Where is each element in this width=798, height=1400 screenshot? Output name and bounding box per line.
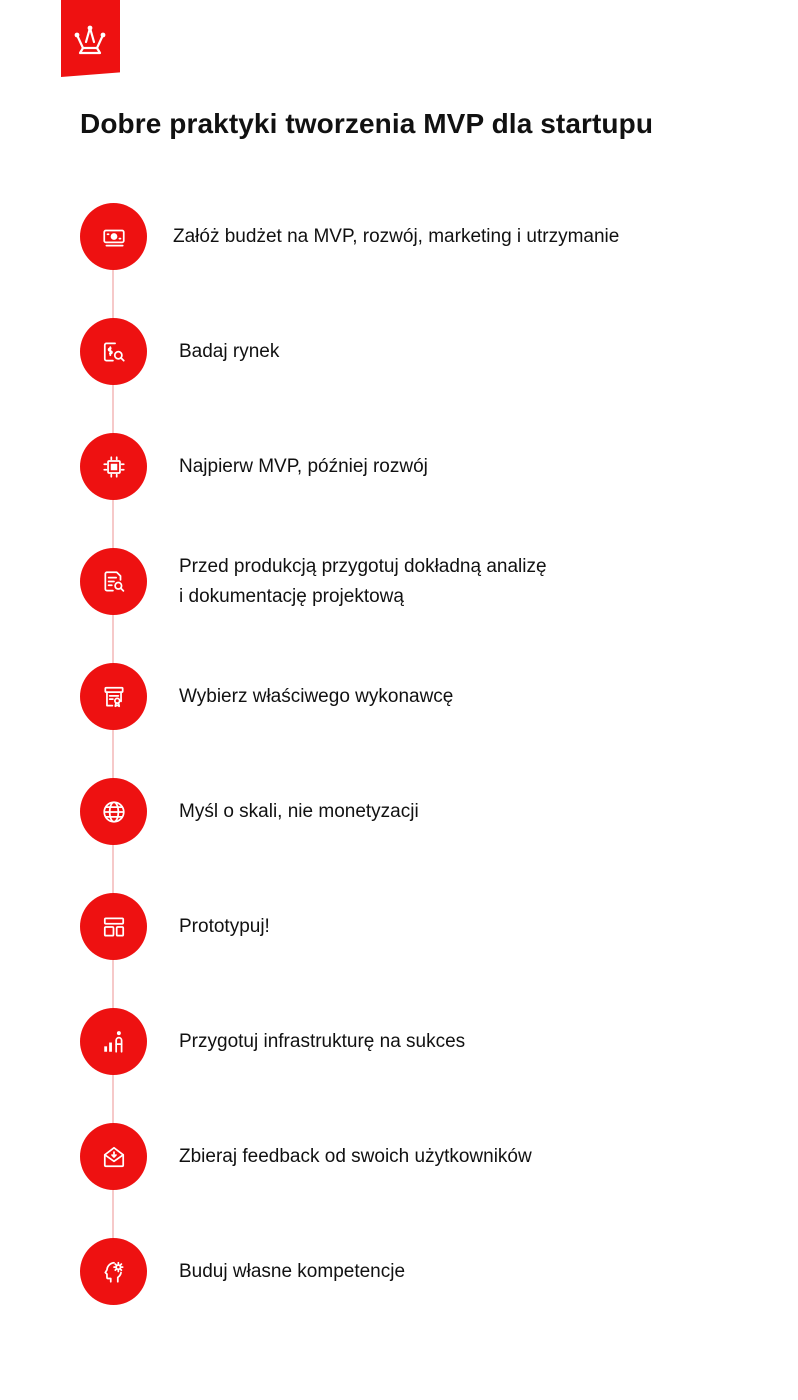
timeline-line [112, 236, 114, 1271]
step-item-market [80, 318, 760, 385]
step-icon-circle [80, 1008, 147, 1075]
certificate-icon [101, 684, 127, 710]
step-item-analysis [80, 548, 760, 615]
step-icon-circle [80, 663, 147, 730]
brain-gear-icon [101, 1259, 127, 1285]
step-item-contractor [80, 663, 760, 730]
globe-icon [101, 799, 127, 825]
mail-feedback-icon [101, 1144, 127, 1170]
step-text: Prototypuj! [179, 915, 270, 937]
step-icon-circle [80, 203, 147, 270]
step-text: Buduj własne kompetencje [179, 1260, 406, 1282]
step-item-feedback [80, 1123, 760, 1190]
step-icon-circle [80, 318, 147, 385]
money-bill-icon [101, 224, 127, 250]
step-text: Najpierw MVP, później rozwój [179, 455, 428, 477]
step-icon-circle [80, 433, 147, 500]
document-search-icon [101, 569, 127, 595]
step-icon-circle [80, 548, 147, 615]
step-text: Przygotuj infrastrukturę na sukces [179, 1030, 466, 1052]
logo-badge[interactable] [61, 0, 120, 77]
chip-icon [101, 454, 127, 480]
step-text: Zbieraj feedback od swoich użytkowników [179, 1145, 532, 1167]
step-icon-circle [80, 1238, 147, 1305]
step-item-scale [80, 778, 760, 845]
step-item-budget [80, 203, 760, 270]
step-text: Wybierz właściwego wykonawcę [179, 685, 454, 707]
crown-icon [73, 24, 107, 56]
step-icon-circle [80, 893, 147, 960]
step-item-prototype [80, 893, 760, 960]
step-icon-circle [80, 778, 147, 845]
page-title: Dobre praktyki tworzenia MVP dla startupu [80, 108, 654, 139]
step-text: Załóż budżet na MVP, rozwój, marketing i utrzymanie [173, 225, 620, 247]
step-text: Myśl o skali, nie monetyzacji [179, 800, 419, 822]
market-search-icon [101, 339, 127, 365]
layout-icon [101, 914, 127, 940]
step-text: Badaj rynek [179, 340, 280, 362]
growth-person-icon [101, 1029, 127, 1055]
step-text: Przed produkcją przygotuj dokładną analizę i dokumentację projektową [179, 555, 547, 607]
step-item-competences [80, 1238, 760, 1305]
step-item-mvp-first [80, 433, 760, 500]
step-icon-circle [80, 1123, 147, 1190]
step-item-infrastructure [80, 1008, 760, 1075]
